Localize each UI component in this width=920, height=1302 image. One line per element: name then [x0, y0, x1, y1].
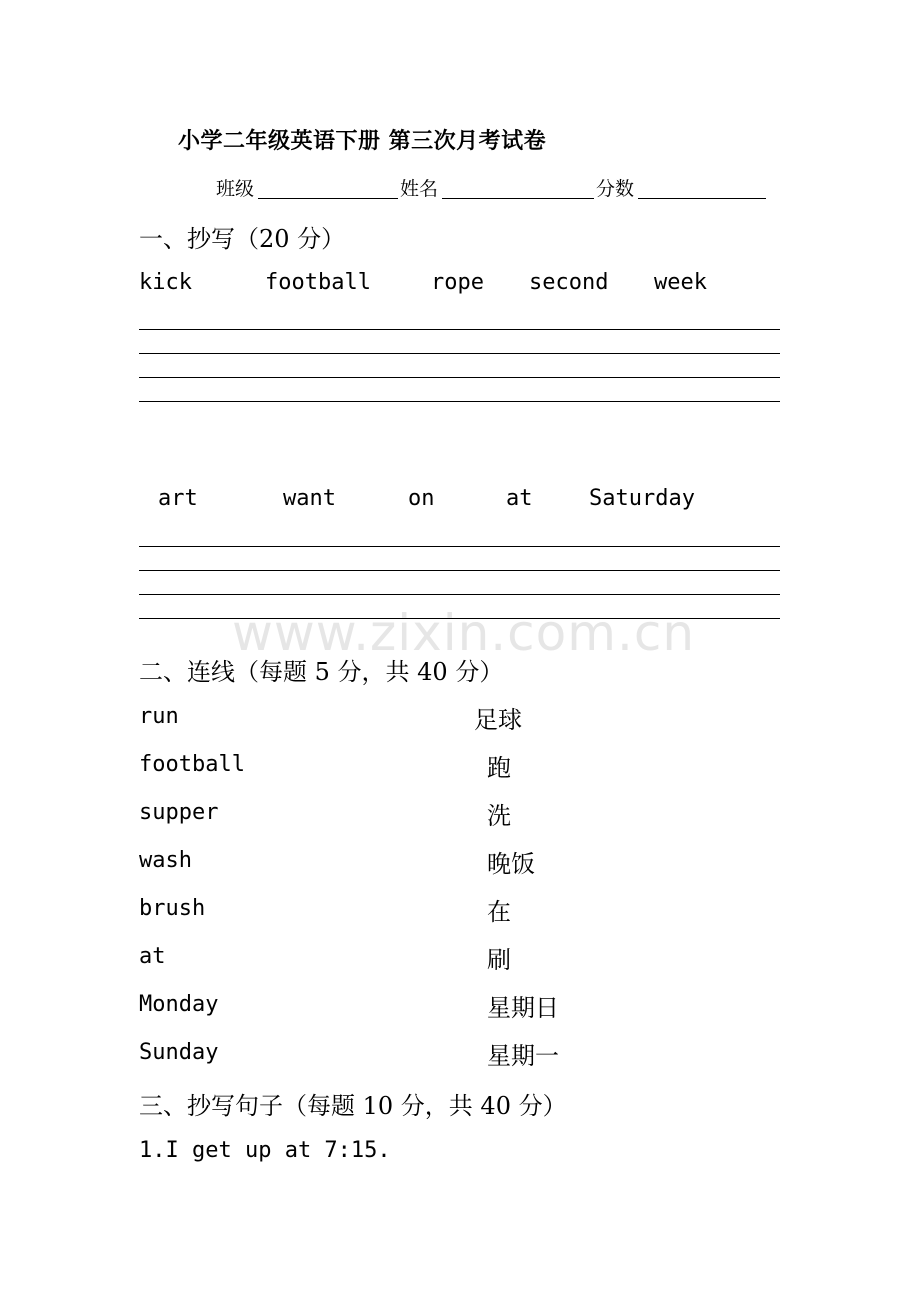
page-title: 小学二年级英语下册 第三次月考试卷 — [178, 128, 547, 154]
writing-line[interactable] — [139, 594, 780, 595]
writing-line[interactable] — [139, 353, 780, 354]
copy-word: want — [283, 486, 336, 511]
writing-line[interactable] — [139, 570, 780, 571]
match-english-item[interactable]: supper — [139, 800, 219, 825]
section2-heading: 二、连线（每题 5 分，共 40 分） — [139, 658, 504, 686]
writing-line[interactable] — [139, 401, 780, 402]
writing-line[interactable] — [139, 546, 780, 547]
section1-heading: 一、抄写（20 分） — [139, 225, 346, 253]
class-blank[interactable] — [258, 198, 398, 199]
match-chinese-item[interactable]: 刷 — [487, 946, 511, 974]
match-english-item[interactable]: run — [139, 704, 179, 729]
name-blank[interactable] — [442, 198, 594, 199]
class-label: 班级 — [216, 178, 255, 200]
copy-word: kick — [139, 270, 192, 295]
match-chinese-item[interactable]: 洗 — [487, 802, 511, 830]
match-chinese-item[interactable]: 跑 — [487, 754, 511, 782]
section3-heading: 三、抄写句子（每题 10 分，共 40 分） — [139, 1092, 567, 1120]
name-label: 姓名 — [400, 178, 439, 200]
match-english-item[interactable]: brush — [139, 896, 206, 921]
copy-word: rope — [431, 270, 484, 295]
match-english-item[interactable]: at — [139, 944, 166, 969]
score-label: 分数 — [596, 178, 635, 200]
copy-word: on — [408, 486, 435, 511]
writing-line[interactable] — [139, 377, 780, 378]
match-chinese-item[interactable]: 晚饭 — [487, 850, 535, 878]
copy-word: football — [265, 270, 371, 295]
copy-word: Saturday — [589, 486, 695, 511]
score-blank[interactable] — [638, 198, 766, 199]
writing-line[interactable] — [139, 329, 780, 330]
sentence-item: 1.I get up at 7:15. — [139, 1138, 391, 1163]
match-english-item[interactable]: Monday — [139, 992, 219, 1017]
match-english-item[interactable]: football — [139, 752, 245, 777]
copy-word: art — [158, 486, 198, 511]
match-chinese-item[interactable]: 在 — [487, 898, 511, 926]
copy-word: week — [654, 270, 707, 295]
match-english-item[interactable]: Sunday — [139, 1040, 219, 1065]
match-chinese-item[interactable]: 星期一 — [487, 1042, 559, 1070]
match-english-item[interactable]: wash — [139, 848, 192, 873]
copy-word: at — [506, 486, 533, 511]
writing-line[interactable] — [139, 618, 780, 619]
match-chinese-item[interactable]: 足球 — [474, 706, 522, 734]
watermark: www.zixin.com.cn — [232, 604, 696, 662]
match-chinese-item[interactable]: 星期日 — [487, 994, 559, 1022]
copy-word: second — [529, 270, 609, 295]
